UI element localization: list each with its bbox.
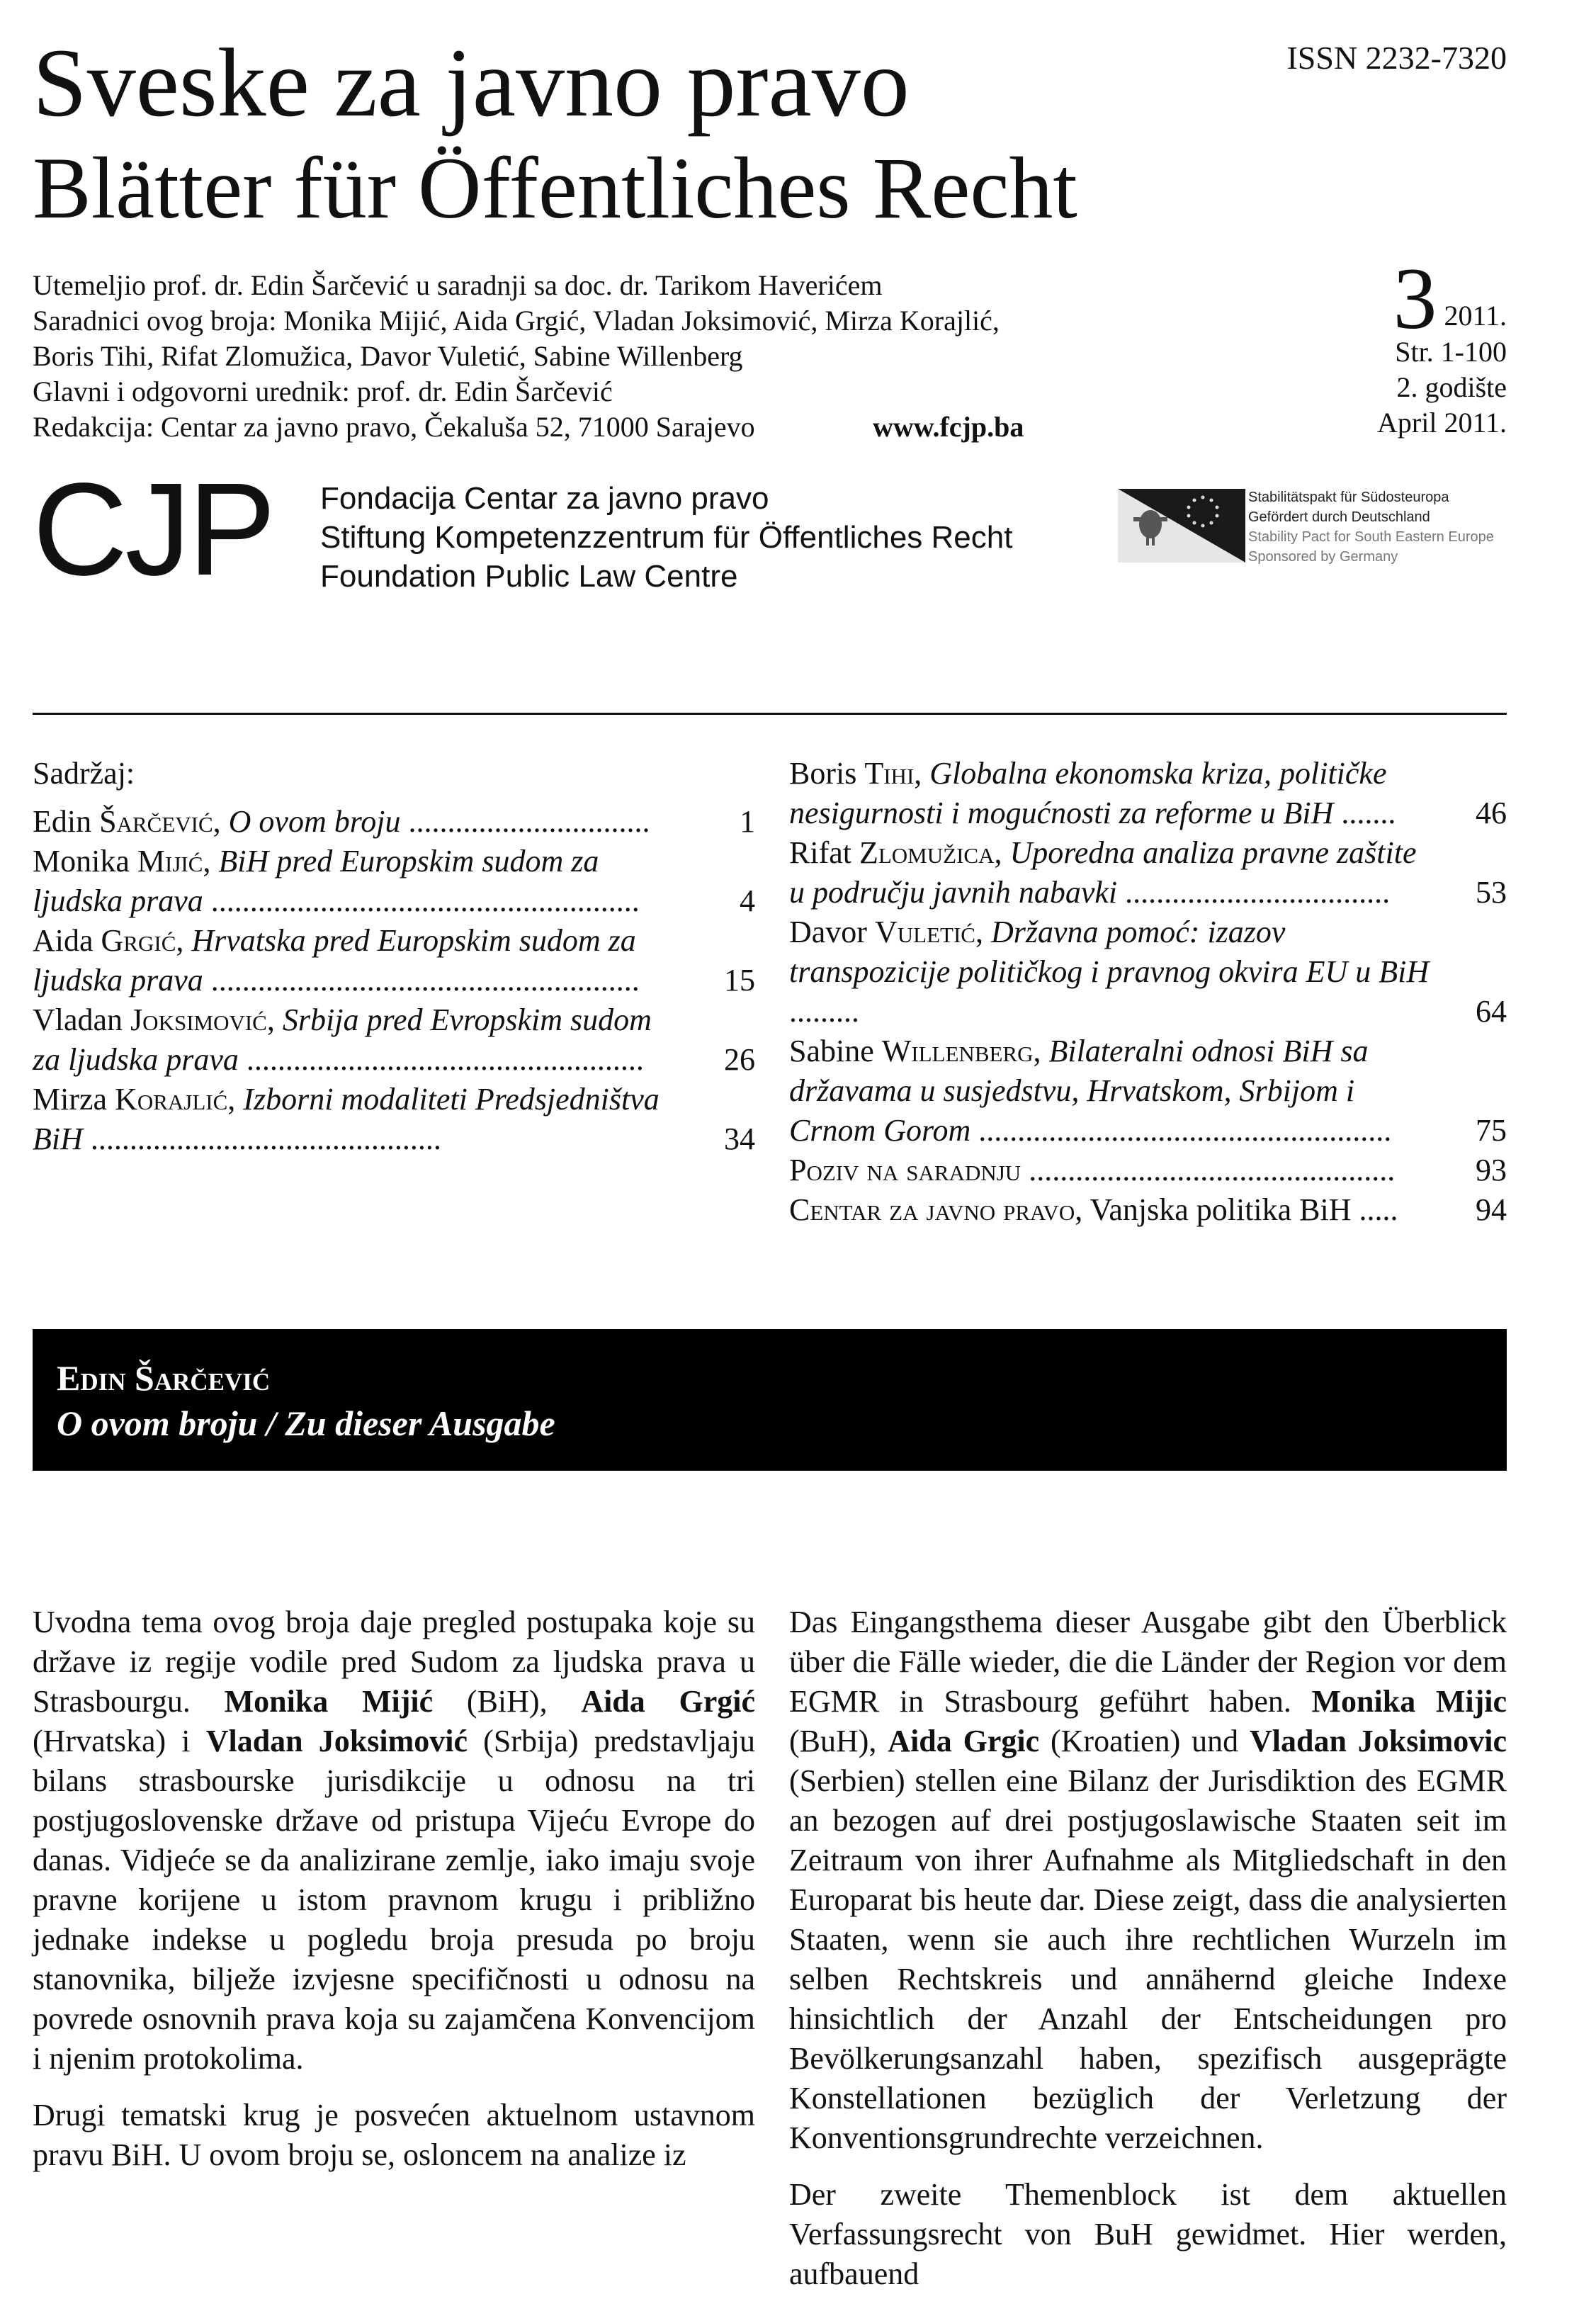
text-run: (Srbija) predstavljaju bilans strasbourske jurisdikcije u odnosu na tri postjugoslovenske države od pristupa Vijeću Evrope do danas. Vidjeće se da analizirane zemlje, iako imaju svoje pravne korijene u istom pravnom krugu i približno jednake indekse u pogledu broja presuda po broju stanovnika, bilježe izvjesne specifičnosti u odnosu na povrede osnovnih prava koja su zajamčena Konvencijom i njenim protokolima. — [33, 1724, 755, 2076]
author-name: Monika Mijić — [224, 1684, 434, 1719]
toc-entry[interactable]: Rifat Zlomužica, Uporedna analiza pravne zaštite u području javnih nabavki .................................. 53 — [789, 833, 1507, 912]
text-run: (Kroatien) und — [1039, 1724, 1250, 1758]
toc-title: Državna pomoć: izazov transpozicije političkog i pravnog okvira EU u BiH — [789, 915, 1430, 989]
sponsor-line: Stabilitätspakt für Südosteuropa — [1248, 490, 1449, 505]
author-name: Monika Mijic — [1311, 1684, 1507, 1719]
toc-entry[interactable]: Boris Tihi, Globalna ekonomska kriza, političke nesigurnosti i mogućnosti za reforme u BiH ....... 46 — [789, 754, 1507, 833]
toc-leader: ............................................... — [1021, 1153, 1396, 1187]
credit-line: Redakcija: Centar za javno pravo, Čekaluša 52, 71000 Sarajevo — [33, 411, 755, 443]
toc-author-first: Rifat — [789, 835, 859, 870]
author-name: Aida Grgić — [581, 1684, 756, 1719]
toc-leader: ....................................................... — [203, 963, 640, 998]
issn: ISSN 2232-7320 — [1286, 40, 1507, 76]
foundation-name-en: Foundation Public Law Centre — [320, 559, 738, 594]
text-run: (BuH), — [789, 1724, 888, 1758]
issue-info — [1377, 250, 1507, 441]
page-range: Str. 1-100 — [1395, 336, 1507, 368]
toc-leader: ..................................................... — [970, 1113, 1392, 1148]
credit-line: Utemeljio prof. dr. Edin Šarčević u saradnji sa doc. dr. Tarikom Haverićem — [33, 269, 883, 301]
toc-title: Bilateralni odnosi BiH sa državama u susjedstvu, Hrvatskom, Srbijom i Crnom Gorom — [789, 1034, 1369, 1148]
toc-title: Izborni modaliteti Predsjedništva BiH — [33, 1082, 660, 1156]
toc-author-first: Mirza — [33, 1082, 115, 1117]
toc-page: 64 — [1476, 994, 1507, 1029]
toc-leader: ............................... — [400, 804, 650, 839]
toc-left-column — [33, 802, 755, 1159]
toc-title: Srbija pred Evropskim sudom za ljudska prava — [33, 1002, 652, 1077]
toc-section-title: Poziv na saradnju — [789, 1153, 1021, 1187]
stability-pact-logo-icon — [1118, 489, 1245, 563]
toc-author-last: Joksimović — [130, 1002, 267, 1037]
toc-leader: ......... — [789, 994, 859, 1029]
toc-author-last: Vuletić — [874, 915, 975, 949]
journal-title-bosnian: Sveske za javno pravo — [33, 28, 910, 137]
issue-number: 3 — [1393, 250, 1437, 347]
toc-entry[interactable]: Centar za javno pravo, Vanjska politika BiH ..... 94 — [789, 1190, 1507, 1230]
toc-page: 75 — [1476, 1113, 1507, 1148]
toc-page: 1 — [740, 804, 755, 839]
body-column-bosnian — [33, 1603, 755, 2192]
author-name: Vladan Joksimovic — [1249, 1724, 1507, 1758]
sponsor-line: Stability Pact for South Eastern Europe — [1248, 529, 1494, 545]
toc-author-last: Tihi — [864, 756, 915, 791]
body-column-german — [789, 1603, 1507, 2311]
toc-entry[interactable] — [789, 1151, 1507, 1190]
volume: 2. godište — [1396, 371, 1507, 403]
website-link[interactable]: www.fcjp.ba — [873, 411, 1024, 443]
toc-author-first: Aida — [33, 923, 101, 958]
toc-title: Hrvatska pred Europskim sudom za ljudska prava — [33, 923, 636, 998]
toc-title: Vanjska politika BiH — [1090, 1192, 1352, 1227]
author-name: Vladan Joksimović — [205, 1724, 468, 1758]
toc-page: 34 — [724, 1121, 755, 1156]
toc-page: 15 — [724, 963, 755, 998]
text-run: (BiH), — [433, 1684, 582, 1719]
toc-leader: ............................................. — [82, 1121, 441, 1156]
toc-page: 26 — [724, 1042, 755, 1077]
toc-author-last: Willenberg — [881, 1034, 1034, 1068]
paragraph — [33, 1603, 755, 2079]
toc-entry[interactable]: Vladan Joksimović, Srbija pred Evropskim sudom za ljudska prava ................................................... 26 — [33, 1000, 755, 1080]
toc-entry[interactable]: Edin Šarčević, O ovom broju ............................... 1 — [33, 802, 755, 842]
toc-title: Globalna ekonomska kriza, političke nesigurnosti i mogućnosti za reforme u BiH — [789, 756, 1387, 830]
toc-author-first: Boris — [789, 756, 865, 791]
paragraph: Der zweite Themenblock ist dem aktuellen Verfassungsrecht von BuH gewidmet. Hier werden, aufbauend — [789, 2177, 1507, 2291]
toc-author-first: Edin — [33, 804, 100, 839]
text-run: Das Eingangsthema dieser Ausgabe gibt den Überblick über die Fälle wieder, die die Länder der Region vor dem EGMR in Strasbourg geführt haben. — [789, 1605, 1507, 1719]
toc-leader: ................................................... — [238, 1042, 644, 1077]
toc-leader: ....... — [1333, 796, 1396, 830]
toc-page: 93 — [1476, 1153, 1507, 1187]
credit-line: Boris Tihi, Rifat Zlomužica, Davor Vuletić, Sabine Willenberg — [33, 340, 743, 372]
journal-title-german: Blätter für Öffentliches Recht — [33, 140, 1077, 237]
article-banner — [33, 1329, 1507, 1471]
text-run: (Serbien) stellen eine Bilanz der Jurisdiktion des EGMR an bezogen auf drei postjugoslawische Staaten seit im Zeitraum von ihrer Aufnahme als Mitgliedschaft in den Europarat bis heute dar. Diese zeigt, dass die analysierten Staaten, wenn sie auch ihre rechtlichen Wurzeln im selben Rechtskreis und annähernd gleiche Indexe hinsichtlich der Anzahl der Entscheidungen pro Bevölkerungsanzahl haben, spezifisch ausgeprägte Konstellationen bezüglich der Verletzung der Konventionsgrundrechte verzeichnen. — [789, 1763, 1507, 2155]
author-name: Aida Grgic — [888, 1724, 1040, 1758]
foundation-name-de: Stiftung Kompetenzzentrum für Öffentliches Recht — [320, 520, 1013, 555]
credit-line: Saradnici ovog broja: Monika Mijić, Aida Grgić, Vladan Joksimović, Mirza Korajlić, — [33, 305, 1000, 337]
toc-author-first: Davor — [789, 915, 875, 949]
text-run: (Hrvatska) i — [33, 1724, 206, 1758]
toc-leader: ..... — [1351, 1192, 1398, 1227]
cjp-logo: CJP — [33, 456, 273, 603]
issue-date: April 2011. — [1377, 407, 1507, 439]
credit-line: Glavni i odgovorni urednik: prof. dr. Edin Šarčević — [33, 375, 613, 407]
toc-author-last: Šarčević — [99, 804, 213, 839]
article-title: O ovom broju / Zu dieser Ausgabe — [57, 1403, 555, 1443]
toc-entry[interactable]: Monika Mijić, BiH pred Europskim sudom za ljudska prava ....................................................... 4 — [33, 842, 755, 921]
horizontal-rule — [33, 713, 1507, 715]
paragraph — [789, 1603, 1507, 2158]
toc-author-last: Zlomužica — [859, 835, 995, 870]
toc-title: O ovom broju — [228, 804, 401, 839]
toc-author-first: Monika — [33, 844, 137, 878]
toc-title: BiH pred Europskim sudom za ljudska prava — [33, 844, 599, 918]
toc-right-column — [789, 754, 1507, 1230]
paragraph: Drugi tematski krug je posvećen aktuelnom ustavnom pravu BiH. U ovom broju se, osloncem na analize iz — [33, 2098, 755, 2172]
toc-author-last: Centar za javno pravo — [789, 1192, 1075, 1227]
toc-author-first: Sabine — [789, 1034, 882, 1068]
text-run: Uvodna tema ovog broja daje pregled postupaka koje su države iz regije vodile pred Sudom za ljudska prava u Strasbourgu. — [33, 1605, 755, 1719]
sponsor-line: Sponsored by Germany — [1248, 549, 1398, 565]
sponsor-line: Gefördert durch Deutschland — [1248, 509, 1430, 525]
toc-author-last: Korajlić — [115, 1082, 228, 1117]
toc-page: 53 — [1476, 875, 1507, 910]
sponsor-text — [1248, 487, 1494, 567]
toc-entry[interactable]: Mirza Korajlić, Izborni modaliteti Predsjedništva BiH ............................................. 34 — [33, 1080, 755, 1159]
toc-page: 4 — [740, 883, 755, 918]
toc-heading: Sadržaj: — [33, 756, 135, 791]
toc-entry[interactable]: Sabine Willenberg, Bilateralni odnosi BiH sa državama u susjedstvu, Hrvatskom, Srbijom i Crnom Gorom ..................................................... 75 — [789, 1032, 1507, 1151]
toc-entry[interactable]: Davor Vuletić, Državna pomoć: izazov transpozicije političkog i pravnog okvira EU u BiH ......... 64 — [789, 912, 1507, 1032]
foundation-names — [320, 479, 1012, 596]
toc-entry[interactable]: Aida Grgić, Hrvatska pred Europskim sudom za ljudska prava ....................................................... 15 — [33, 921, 755, 1000]
editorial-credits — [33, 268, 1000, 445]
toc-author-last: Grgić — [101, 923, 176, 958]
issue-year: 2011. — [1444, 300, 1507, 332]
foundation-name-bs: Fondacija Centar za javno pravo — [320, 481, 769, 516]
toc-leader: ....................................................... — [203, 883, 640, 918]
toc-page: 94 — [1476, 1192, 1507, 1227]
toc-author-first: Vladan — [33, 1002, 131, 1037]
article-author: Edin Šarčević — [57, 1358, 271, 1398]
toc-page: 46 — [1476, 796, 1507, 830]
toc-title: Uporedna analiza pravne zaštite u području javnih nabavki — [789, 835, 1417, 910]
toc-author-last: Mijić — [137, 844, 203, 878]
toc-leader: .................................. — [1117, 875, 1391, 910]
